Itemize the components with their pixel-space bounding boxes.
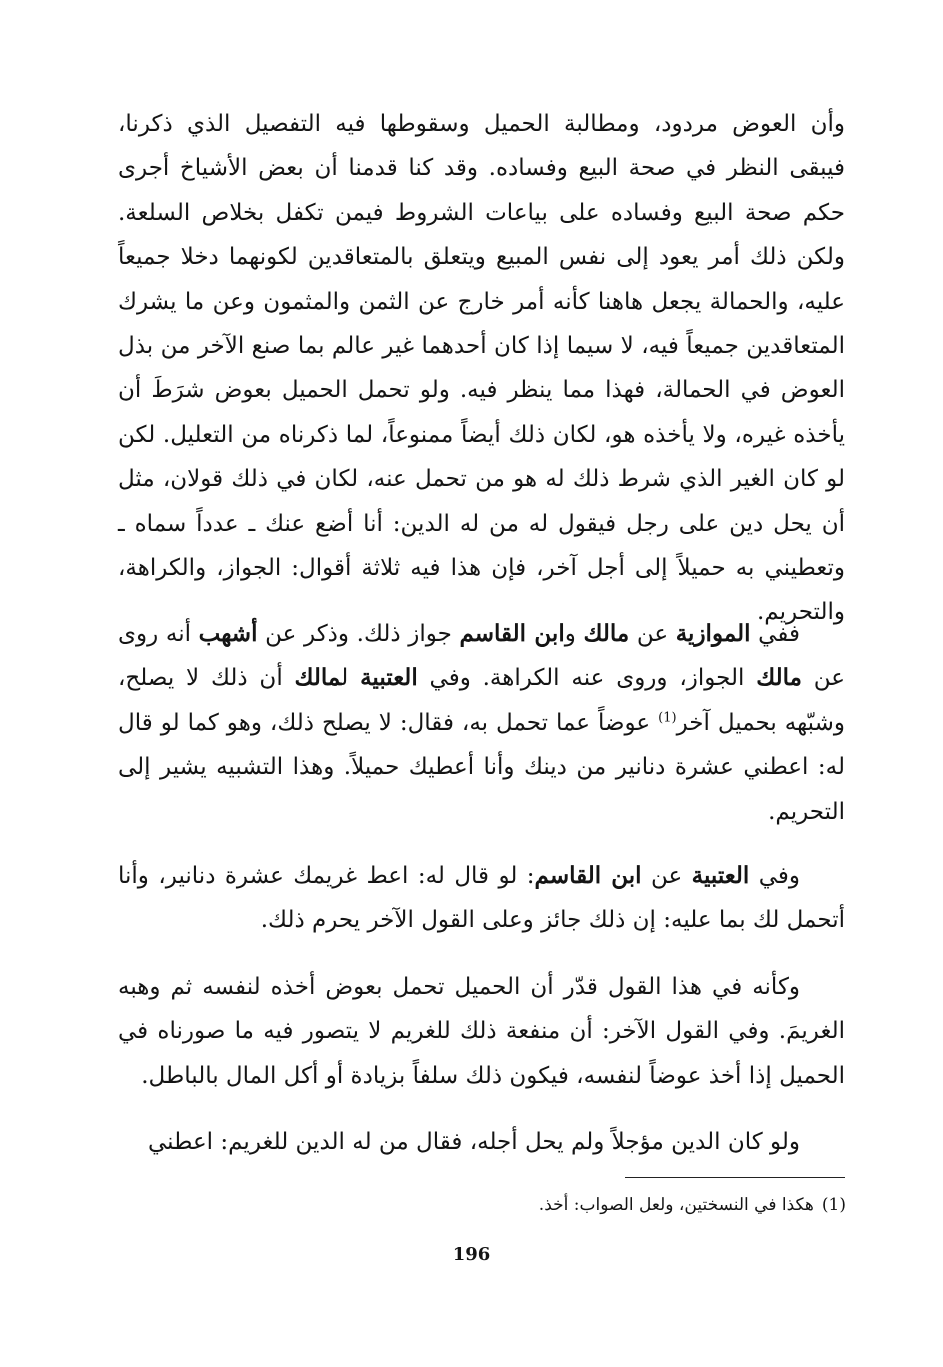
text-run: الجواز، وروى عنه الكراهة. وفي <box>417 665 757 692</box>
paragraph-3 <box>118 854 845 943</box>
scholar-name-bold: ابن القاسم <box>534 862 642 889</box>
source-name-bold: العتبية <box>360 664 418 692</box>
paragraph-5: ولو كان الدين مؤجلاً ولم يحل أجله، فقال من له الدين للغريم: اعطني <box>147 1129 800 1155</box>
text-run: : لو قال له: اعط غريمك عشرة دنانير، وأنا أتحمل لك بما عليه: إن ذلك جائز وعلى القول الآخر يحرم ذلك. <box>118 863 845 934</box>
source-name-bold: الموازية <box>675 620 751 647</box>
text-run: أن ذلك لا يصلح، وشبّهه بحميل آخر <box>118 665 845 736</box>
text-run: عن <box>629 621 676 647</box>
paragraph-4: وكأنه في هذا القول قدّر أن الحميل تحمل بعوض أخذه لنفسه ثم وهبه الغريمَ. وفي القول الآخر: أن منفعة ذلك للغريم لا يتصور فيه ما صورناه في الحميل إذا أخذ عوضاً لنفسه، فيكون ذلك سلفاً بزيادة أو أكل المال بالباطل. <box>118 974 845 1089</box>
page-number: 196 <box>452 1244 491 1265</box>
footnote-text: هكذا في النسختين، ولعل الصواب: أخذ. <box>538 1195 814 1215</box>
text-run: و <box>564 621 584 647</box>
text-run: وفي <box>749 863 801 889</box>
text-run: عن <box>641 863 692 889</box>
footnote-reference: (1) <box>658 710 677 726</box>
scholar-name-bold: مالك <box>583 620 630 647</box>
text-run: عوضاً عما تحمل به، فقال: لا يصلح ذلك، وهو كما لو قال له: اعطني عشرة دنانير من دينك وأنا أعطيك حميلاً. وهذا التشبيه يشير إلى التحريم. <box>118 709 845 825</box>
footnote <box>539 1192 846 1218</box>
scholar-name-bold: مالك <box>294 664 342 692</box>
text-run: ل <box>341 665 361 692</box>
text-run: ففي <box>750 621 800 647</box>
text-run: أنه روى عن <box>118 621 845 692</box>
footnote-number: (1) <box>821 1195 846 1215</box>
paragraph-2 <box>118 612 845 834</box>
scholar-name-bold: ابن القاسم <box>459 620 565 647</box>
paragraph-1: وأن العوض مردود، ومطالبة الحميل وسقوطها فيه التفصيل الذي ذكرنا، فيبقى النظر في صحة البيع وفساده. وقد كنا قدمنا أن بعض الأشياخ أجرى حكم صحة البيع وفساده على بياعات الشروط فيمن تكفل بخلاص السلعة. ولكن ذلك أمر يعود إلى نفس المبيع ويتعلق بالمتعاقدين لكونهما دخلا جميعاً عليه، والحمالة يجعل هاهنا كأنه أمر خارج عن الثمن والمثمون وعن ما يشرك المتعاقدين جميعاً فيه، لا سيما إذا كان أحدهما غير عالم بما صنع الآخر من بذل العوض في الحمالة، فهذا مما ينظر فيه. ولو تحمل الحميل بعوض شرَطَ أن يأخذه غيره، ولا يأخذه هو، لكان ذلك أيضاً ممنوعاً، لما ذكرناه من التعليل. لكن لو كان الغير الذي شرط ذلك له هو من تحمل عنه، لكان في ذلك قولان، مثل أن يحل دين على رجل فيقول له من له الدين: أنا أضع عنك ـ عدداً سماه ـ وتعطيني به حميلاً إلى أجل آخر، فإن هذا فيه ثلاثة أقوال: الجواز، والكراهة، والتحريم. <box>118 111 845 626</box>
text-run: جواز ذلك. وذكر عن <box>257 621 460 647</box>
footnote-separator <box>625 1177 845 1178</box>
scholar-name-bold: أشهب <box>198 620 258 647</box>
scholar-name-bold: مالك <box>756 664 802 692</box>
source-name-bold: العتبية <box>691 862 750 889</box>
